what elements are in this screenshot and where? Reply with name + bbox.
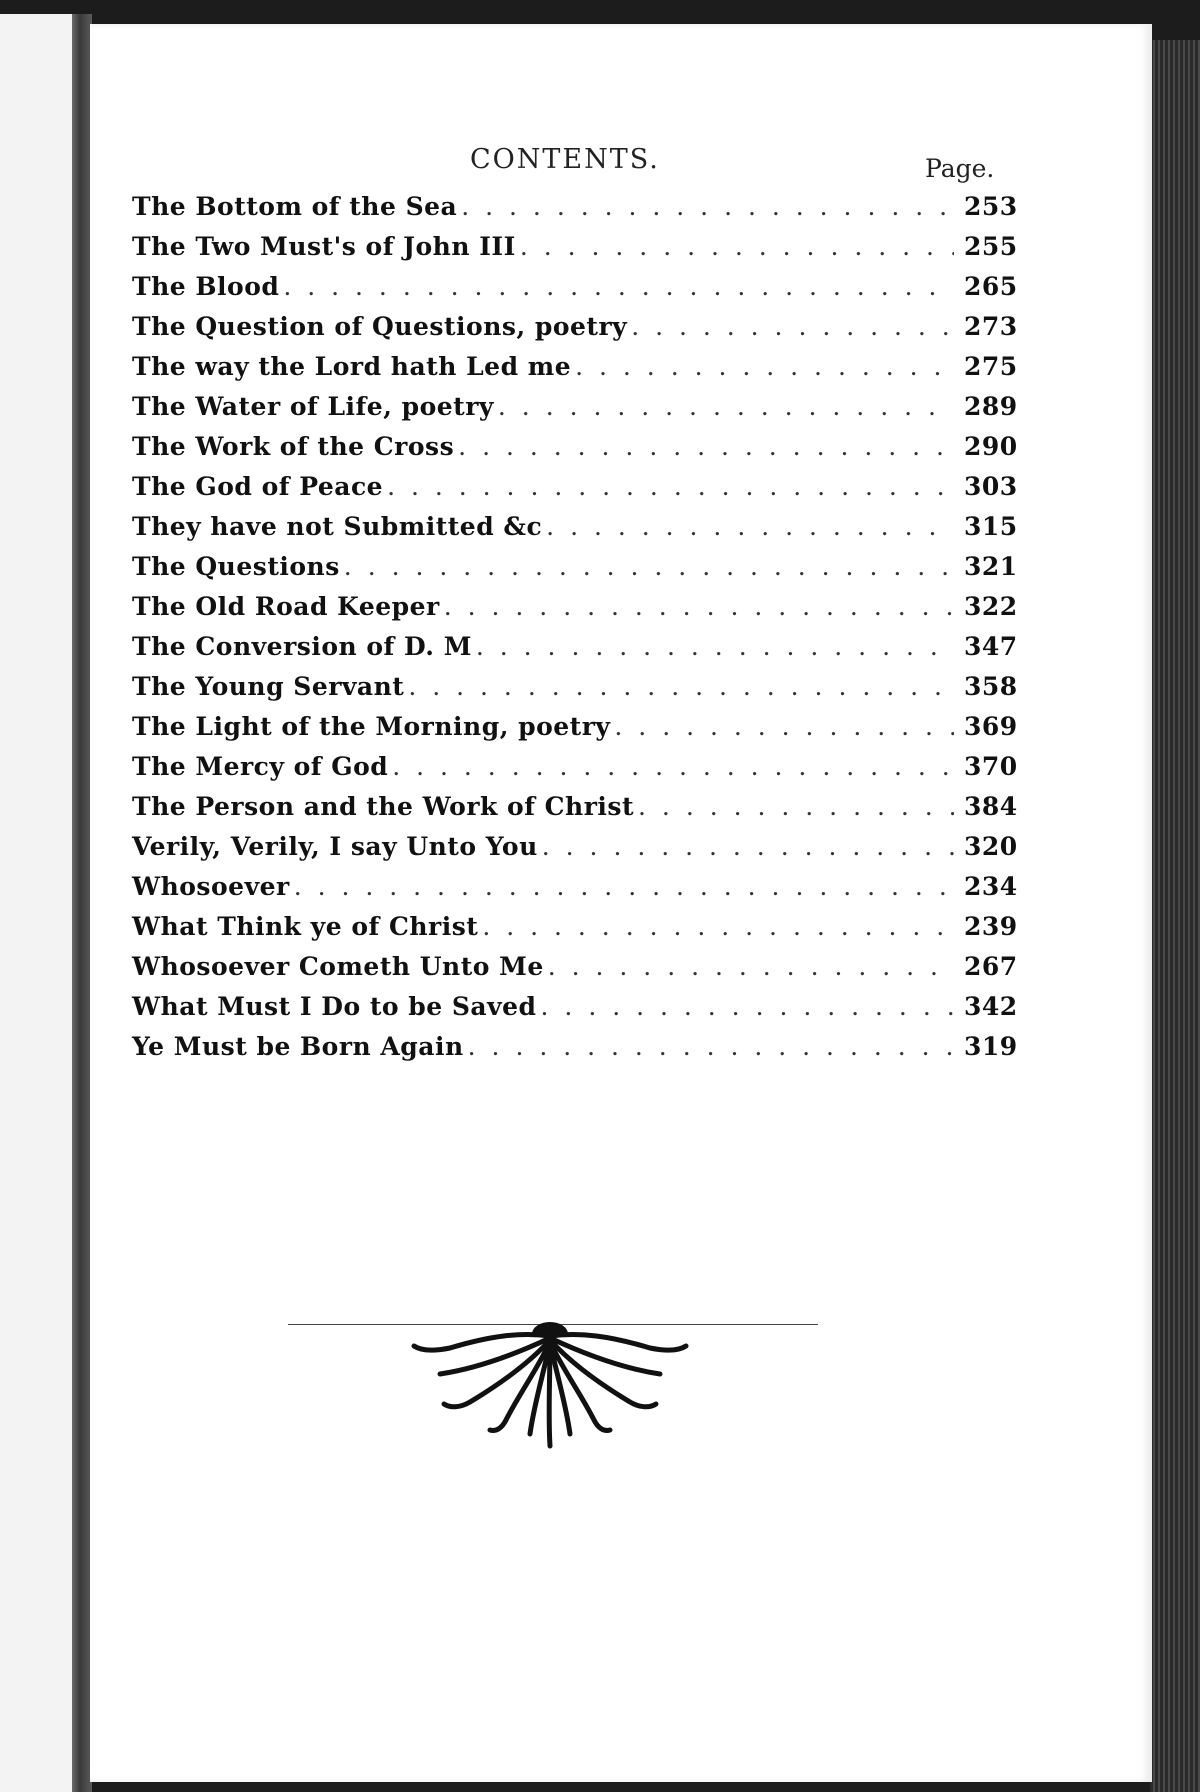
dot-leader (638, 792, 954, 821)
toc-entry (132, 232, 1018, 272)
toc-entry-page: 290 (964, 432, 1018, 461)
toc-entry-page: 275 (964, 352, 1018, 381)
toc-entry-title: Verily, Verily, I say Unto You (132, 832, 538, 861)
dot-leader (392, 752, 954, 781)
dot-leader (344, 552, 954, 581)
toc-entry-title: They have not Submitted &c (132, 512, 543, 541)
toc-entry-title: What Must I Do to be Saved (132, 992, 537, 1021)
toc-entry-title: The Water of Life, poetry (132, 392, 494, 421)
toc-entry-page: 322 (964, 592, 1018, 621)
dot-leader (468, 1032, 954, 1061)
toc-entry (132, 592, 1018, 632)
toc-entry (132, 632, 1018, 672)
dot-leader (476, 632, 954, 661)
toc-entry (132, 992, 1018, 1032)
toc-entry-page: 321 (964, 552, 1018, 581)
toc-entry (132, 512, 1018, 552)
dot-leader (575, 352, 954, 381)
toc-entry-title: Whosoever (132, 872, 290, 901)
toc-entry-page: 273 (964, 312, 1018, 341)
toc-entry (132, 352, 1018, 392)
toc-entry (132, 952, 1018, 992)
toc-entry-title: The Conversion of D. M (132, 632, 472, 661)
toc-entry-title: The Young Servant (132, 672, 405, 701)
toc-entry (132, 872, 1018, 912)
toc-entry (132, 472, 1018, 512)
dot-leader (294, 872, 954, 901)
dot-leader (482, 912, 954, 941)
toc-entry-title: What Think ye of Christ (132, 912, 479, 941)
contents-page (90, 24, 1152, 1782)
page-title: CONTENTS. (470, 144, 660, 175)
dot-leader (546, 512, 954, 541)
toc-entry-title: The Person and the Work of Christ (132, 792, 635, 821)
toc-entry (132, 712, 1018, 752)
toc-entry-page: 315 (964, 512, 1018, 541)
toc-entry (132, 832, 1018, 872)
toc-entry-page: 319 (964, 1032, 1018, 1061)
toc-entry-title: The Blood (132, 272, 280, 301)
toc-entry (132, 192, 1018, 232)
toc-entry-page: 265 (964, 272, 1018, 301)
book-gutter (72, 14, 92, 1792)
sunburst-ornament-icon (410, 1322, 690, 1452)
toc-entry (132, 392, 1018, 432)
page-column-label: Page. (925, 154, 995, 183)
toc-entry-title: The Questions (132, 552, 340, 581)
dot-leader (458, 432, 954, 461)
toc-entry (132, 792, 1018, 832)
toc-entry (132, 432, 1018, 472)
toc-entry-page: 358 (964, 672, 1018, 701)
toc-entry-page: 255 (964, 232, 1018, 261)
toc-entry-page: 253 (964, 192, 1018, 221)
dot-leader (283, 272, 954, 301)
toc-entry (132, 1032, 1018, 1072)
toc-entry-title: The Old Road Keeper (132, 592, 440, 621)
dot-leader (444, 592, 954, 621)
toc-entry-title: The Question of Questions, poetry (132, 312, 628, 341)
toc-entry-title: The Bottom of the Sea (132, 192, 458, 221)
toc-entry-page: 303 (964, 472, 1018, 501)
toc-entry-title: Whosoever Cometh Unto Me (132, 952, 544, 981)
toc-entry-title: The God of Peace (132, 472, 384, 501)
toc-entry-page: 239 (964, 912, 1018, 941)
toc-entry (132, 672, 1018, 712)
table-of-contents (132, 192, 1018, 1072)
dot-leader (614, 712, 954, 741)
contents-header (90, 122, 1152, 182)
toc-entry-title: The Mercy of God (132, 752, 389, 781)
toc-entry-page: 234 (964, 872, 1018, 901)
dot-leader (461, 192, 954, 221)
dot-leader (542, 832, 954, 861)
facing-page-edge (0, 14, 76, 1792)
dot-leader (631, 312, 954, 341)
dot-leader (520, 232, 954, 261)
dot-leader (408, 672, 954, 701)
toc-entry-page: 289 (964, 392, 1018, 421)
toc-entry-title: The way the Lord hath Led me (132, 352, 572, 381)
toc-entry-page: 384 (964, 792, 1018, 821)
toc-entry (132, 752, 1018, 792)
toc-entry (132, 312, 1018, 352)
toc-entry-title: The Light of the Morning, poetry (132, 712, 611, 741)
dot-leader (498, 392, 954, 421)
toc-entry (132, 272, 1018, 312)
toc-entry-title: The Work of the Cross (132, 432, 455, 461)
toc-entry-page: 267 (964, 952, 1018, 981)
toc-entry-title: The Two Must's of John III (132, 232, 516, 261)
toc-entry-page: 320 (964, 832, 1018, 861)
toc-entry-page: 342 (964, 992, 1018, 1021)
dot-leader (387, 472, 954, 501)
toc-entry-page: 369 (964, 712, 1018, 741)
toc-entry-title: Ye Must be Born Again (132, 1032, 464, 1061)
page-edges (1150, 40, 1200, 1792)
dot-leader (541, 992, 954, 1021)
toc-entry (132, 552, 1018, 592)
toc-entry-page: 370 (964, 752, 1018, 781)
dot-leader (548, 952, 954, 981)
toc-entry-page: 347 (964, 632, 1018, 661)
toc-entry (132, 912, 1018, 952)
